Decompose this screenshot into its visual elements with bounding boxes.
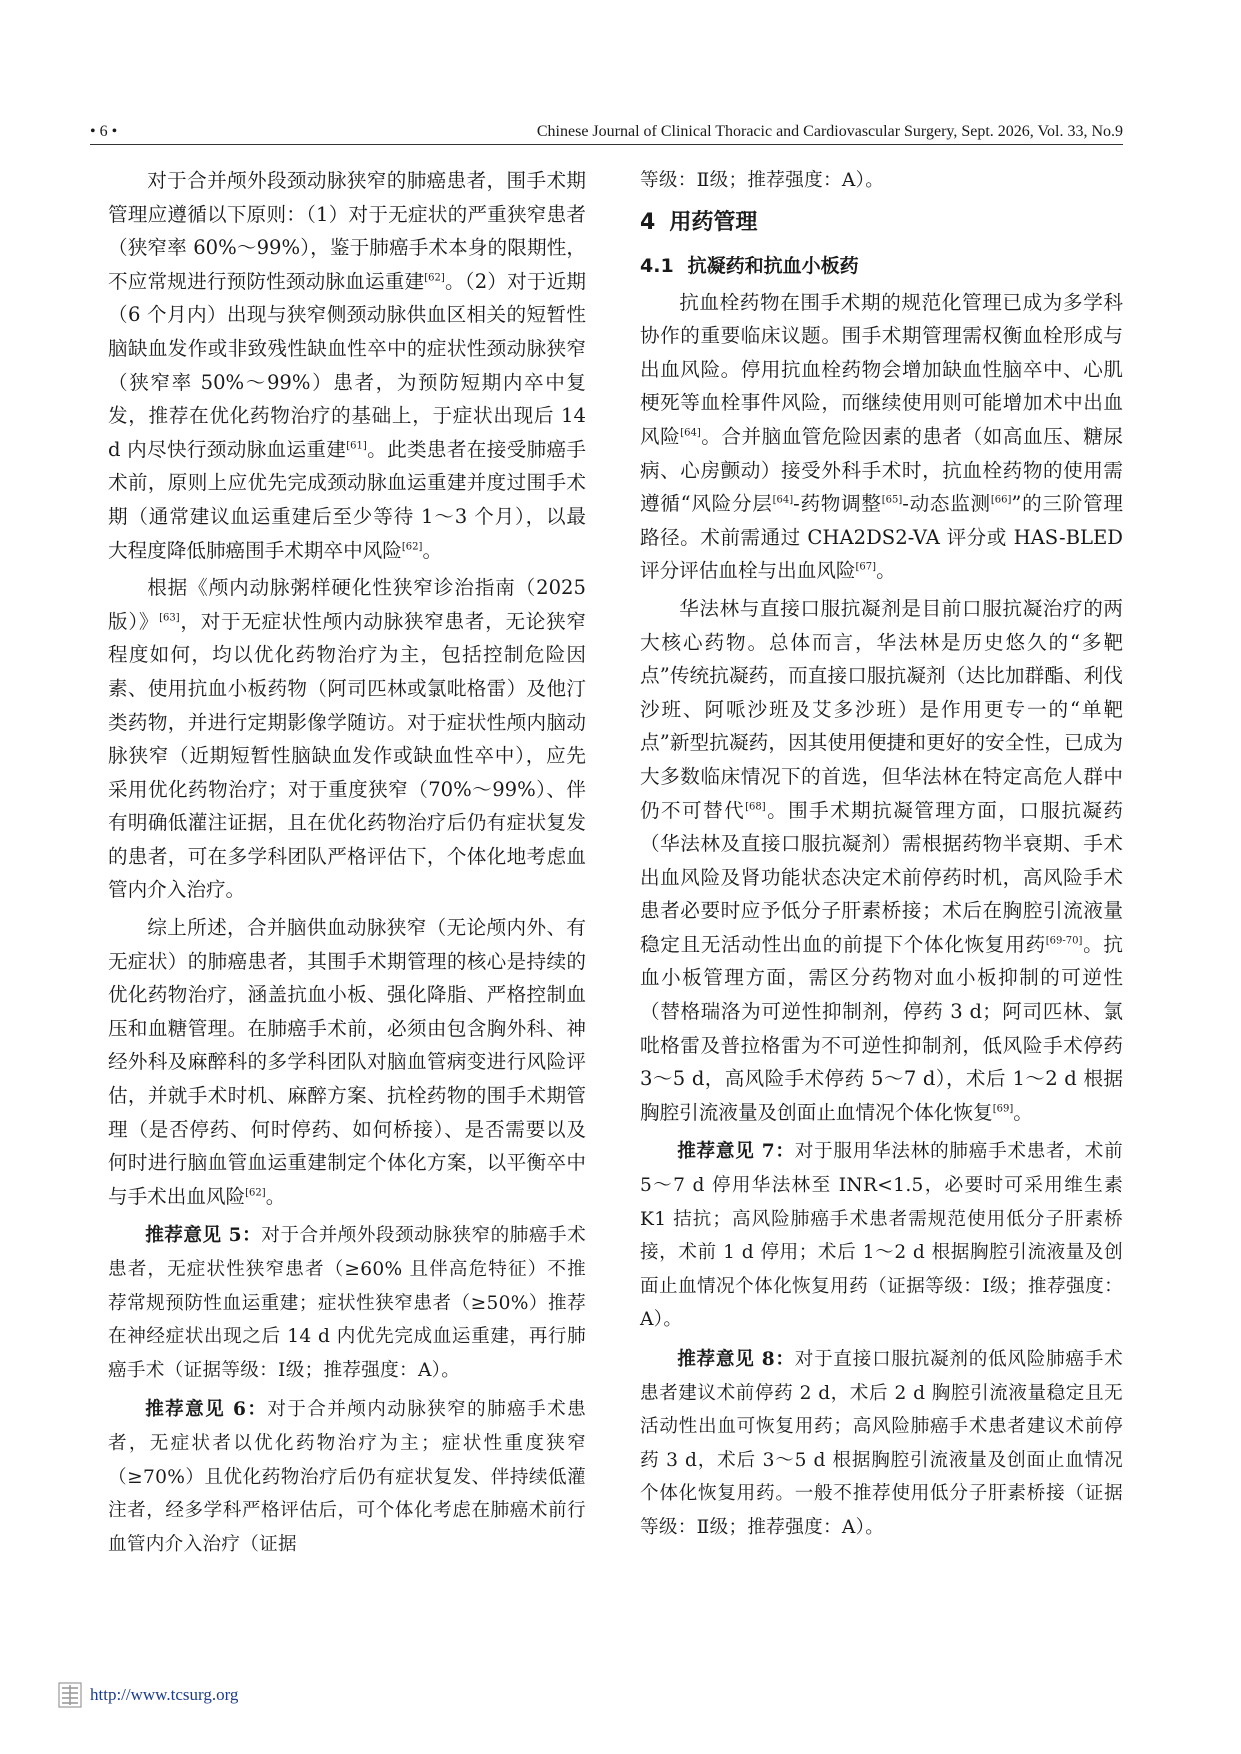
recommendation-8: 推荐意见 8：对于直接口服抗凝剂的低风险肺癌手术患者建议术前停药 2 d，术后 2 d 胸腔引流液量稳定且无活动性出血可恢复用药；高风险肺癌手术患者建议术前停药 3 d，术后 3～5 d 根据胸腔引流液量及创面止血情况个体化恢复用药。一般不推荐使用低分子肝素桥接（证据等级：Ⅱ级；推荐强度：A）。 <box>640 1349 1123 1538</box>
paragraph-intracranial-guideline: 根据《颅内动脉粥样硬化性狭窄诊治指南（2025 版）》[63]，对于无症状性颅内动脉狭窄患者，无论狭窄程度如何，均以优化药物治疗为主，包括控制危险因素、使用抗血小板药物（阿司匹林或氯吡格雷）及他汀类药物，并进行定期影像学随访。对于症状性颅内脑动脉狭窄（近期短暂性脑缺血发作或缺血性卒中），应先采用优化药物治疗；对于重度狭窄（70%～99%）、伴有明确低灌注证据，且在优化药物治疗后仍有症状复发的患者，可在多学科团队严格评估下，个体化地考虑血管内介入治疗。 <box>108 576 587 902</box>
page-number: • 6 • <box>90 123 118 140</box>
right-column <box>640 164 1123 1545</box>
paragraph-summary: 综上所述，合并脑供血动脉狭窄（无论颅内外、有无症状）的肺癌患者，其围手术期管理的核心是持续的优化药物治疗，涵盖抗血小板、强化降脂、严格控制血压和血糖管理。在肺癌手术前，必须由包含胸外科、神经外科及麻醉科的多学科团队对脑血管病变进行风险评估，并就手术时机、麻醉方案、抗栓药物的围手术期管理（是否停药、何时停药、如何桥接）、是否需要以及何时进行脑血管血运重建制定个体化方案，以平衡卒中与手术出血风险[62]。 <box>108 916 586 1208</box>
reference-link[interactable]: [62] <box>401 541 423 552</box>
reference-link[interactable]: [62] <box>245 1187 266 1199</box>
section-heading-4: 4 用药管理 <box>640 209 758 235</box>
reference-link[interactable]: [61] <box>346 440 367 452</box>
paragraph-warfarin-doac: 华法林与直接口服抗凝剂是目前口服抗凝治疗的两大核心药物。总体而言，华法林是历史悠久的“多靶点”传统抗凝药，而直接口服抗凝剂（达比加群酯、利伐沙班、阿哌沙班及艾多沙班）是作用更专一的“单靶点”新型抗凝药，因其使用便捷和更好的安全性，已成为大多数临床情况下的首选，但华法林在特定高危人群中仍不可替代[68]。围手术期抗凝管理方面，口服抗凝药（华法林及直接口服抗凝剂）需根据药物半衰期、手术出血风险及肾功能状态决定术前停药时机，高风险手术患者必要时应予低分子肝素桥接；术后在胸腔引流液量稳定且无活动性出血的前提下个体化恢复用药[69-70]。抗血小板管理方面，需区分药物对血小板抑制的可逆性（替格瑞洛为可逆性抑制剂，停药 3 d；阿司匹林、氯吡格雷及普拉格雷为不可逆性抑制剂，低风险手术停药 3～5 d，高风险手术停药 5～7 d），术后 1～2 d 根据胸腔引流液量及创面止血情况个体化恢复[69]。 <box>640 596 1124 1124</box>
reference-link[interactable]: [68] <box>745 800 766 812</box>
left-column <box>108 164 586 1561</box>
reference-link[interactable]: [67] <box>855 561 877 573</box>
recommendation-7: 推荐意见 7：对于服用华法林的肺癌手术患者，术前 5～7 d 停用华法林至 INR<1.5，必要时可采用维生素 K1 拮抗；高风险肺癌手术患者需规范使用低分子肝素桥接，术前 1 d 停用；术后 1～2 d 根据胸腔引流液量及创面止血情况个体化恢复用药（证据等级：Ⅰ级；推荐强度：A）。 <box>640 1141 1123 1331</box>
journal-logo-icon <box>58 1682 82 1708</box>
reference-link[interactable]: [63] <box>159 612 180 624</box>
subsection-heading-4-1: 4.1 抗凝药和抗血小板药 <box>640 254 859 277</box>
journal-url-link[interactable]: http://www.tcsurg.org <box>90 1685 239 1704</box>
reference-link[interactable]: [69-70] <box>1045 935 1083 947</box>
recommendation-label: 推荐意见 8： <box>677 1349 795 1370</box>
recommendation-6: 推荐意见 6：对于合并颅内动脉狭窄的肺癌手术患者，无症状者以优化药物治疗为主；症状性重度狭窄（≥70%）且优化药物治疗后仍有症状复发、伴持续低灌注者，经多学科严格评估后，可个体化考虑在肺癌术前行血管内介入治疗（证据 <box>108 1399 586 1555</box>
reference-link[interactable]: [66] <box>990 494 1012 506</box>
reference-link[interactable]: [65] <box>881 494 903 506</box>
recommendation-6-continued: 等级：Ⅱ级；推荐强度：A）。 <box>640 170 885 191</box>
recommendation-5: 推荐意见 5：对于合并颅外段颈动脉狭窄的肺癌手术患者，无症状性狭窄患者（≥60% 且伴高危特征）不推荐常规预防性血运重建；症状性狭窄患者（≥50%）推荐在神经症状出现之后 14 d 内优先完成血运重建，再行肺癌手术（证据等级：Ⅰ级；推荐强度：A）。 <box>108 1225 586 1381</box>
recommendation-label: 推荐意见 5： <box>145 1225 262 1247</box>
reference-link[interactable]: [62] <box>424 272 445 284</box>
page-footer <box>58 1682 238 1708</box>
paragraph-extracranial-carotid: 对于合并颅外段颈动脉狭窄的肺癌患者，围手术期管理应遵循以下原则：（1）对于无症状的严重狭窄患者（狭窄率 60%～99%），鉴于肺癌手术本身的限期性，不应常规进行预防性颈动脉血运重建[62]。（2）对于近期（6 个月内）出现与狭窄侧颈动脉供血区相关的短暂性脑缺血发作或非致残性缺血性卒中的症状性颈动脉狭窄（狭窄率 50%～99%）患者，为预防短期内卒中复发，推荐在优化药物治疗的基础上，于症状出现后 14 d 内尽快行颈动脉血运重建[61]。此类患者在接受肺癌手术前，原则上应优先完成颈动脉血运重建并度过围手术期（通常建议血运重建后至少等待 1～3 个月），以最大程度降低肺癌围手术期卒中风险[62]。 <box>108 169 586 562</box>
reference-link[interactable]: [69] <box>992 1103 1014 1115</box>
reference-link[interactable]: [64] <box>772 494 794 506</box>
journal-citation: Chinese Journal of Clinical Thoracic and Cardiovascular Surgery, Sept. 2026, Vol. 33, No.9 <box>536 123 1123 140</box>
recommendation-label: 推荐意见 6： <box>145 1399 268 1421</box>
page-header <box>90 118 1123 146</box>
reference-link[interactable]: [64] <box>680 427 701 439</box>
recommendation-label: 推荐意见 7： <box>677 1141 795 1163</box>
header-rule <box>90 144 1123 145</box>
paragraph-antithrombotic: 抗血栓药物在围手术期的规范化管理已成为多学科协作的重要临床议题。围手术期管理需权衡血栓形成与出血风险。停用抗血栓药物会增加缺血性脑卒中、心肌梗死等血栓事件风险，而继续使用则可能增加术中出血风险[64]。合并脑血管危险因素的患者（如高血压、糖尿病、心房颤动）接受外科手术时，抗血栓药物的使用需遵循“风险分层[64]-药物调整[65]-动态监测[66]”的三阶管理路径。术前需通过 CHA2DS2-VA 评分或 HAS-BLED 评分评估血栓与出血风险[67]。 <box>640 290 1124 583</box>
